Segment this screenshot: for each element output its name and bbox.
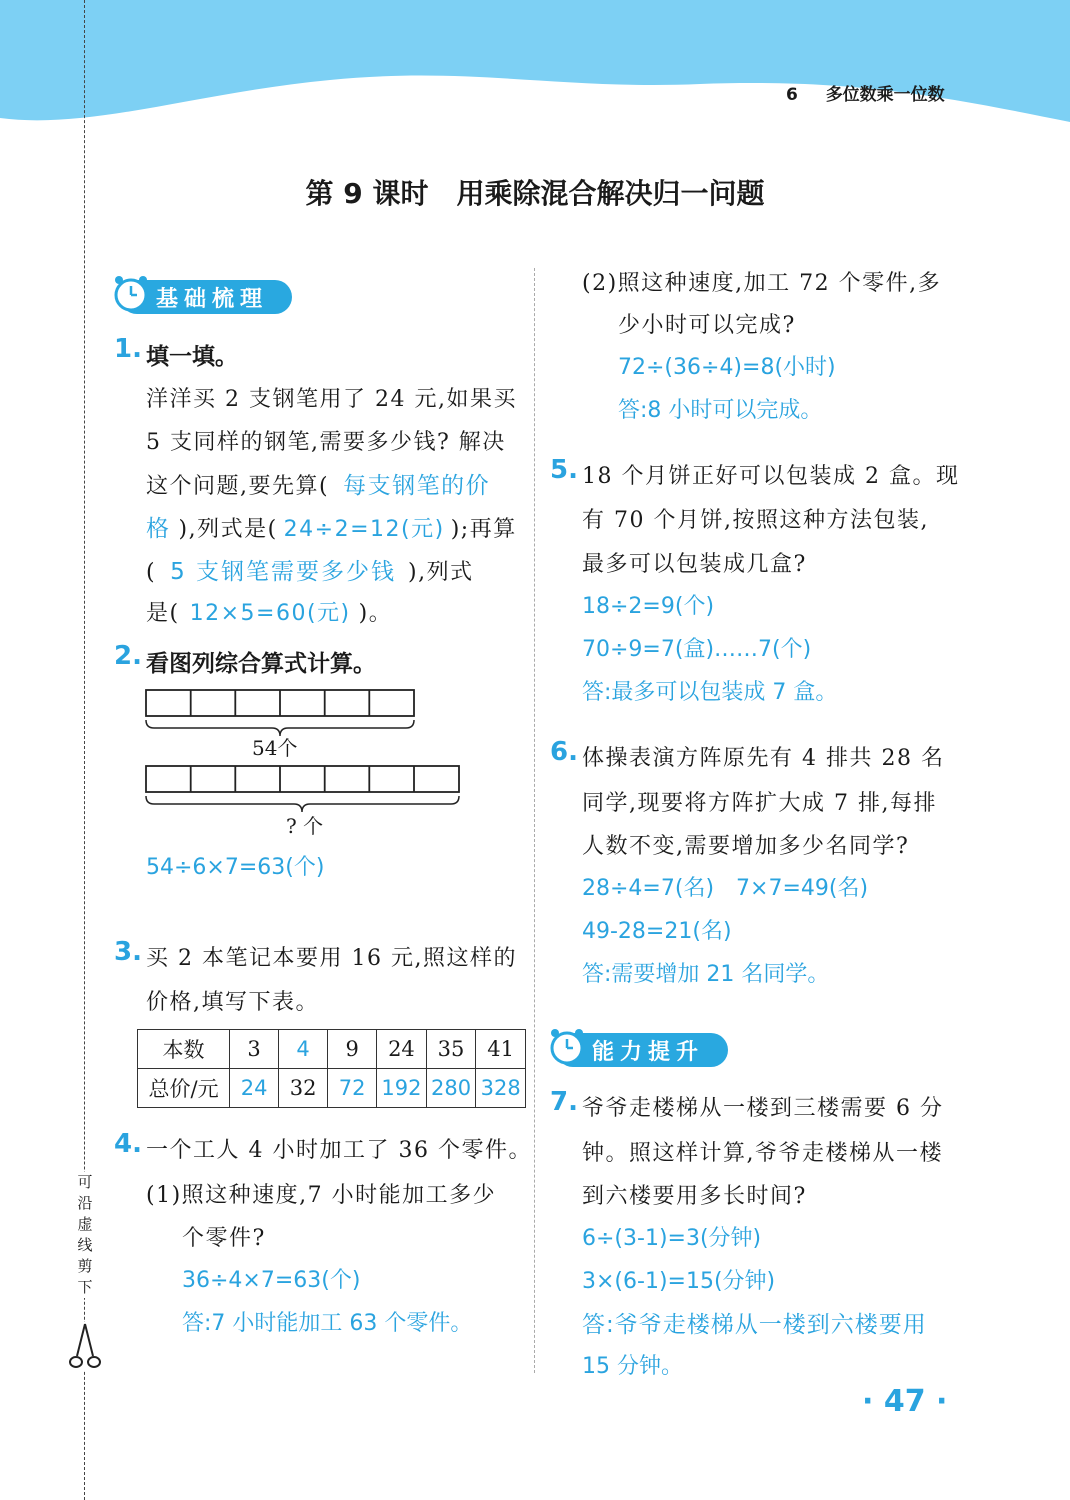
q1-line1: 洋洋买 2 支钢笔用了 24 元,如果买 [146, 387, 517, 412]
q1-title: 填一填。 [146, 344, 238, 370]
q1-text: );再算 [450, 517, 517, 542]
q1-text: ( [146, 560, 157, 585]
top-bar [146, 690, 414, 716]
q6-answer1: 28÷4=7(名) 7×7=49(名) [582, 876, 869, 901]
table-cell: 328 [476, 1069, 526, 1108]
q4-part1-line1: (1)照这种速度,7 小时能加工多少 [146, 1183, 497, 1208]
q2-label-bottom: ? 个 [286, 814, 324, 838]
q1-line6 [146, 596, 392, 627]
q7-line2: 钟。照这样计算,爷爷走楼梯从一楼 [582, 1141, 943, 1166]
q4-part1-line2: 个零件? [182, 1226, 266, 1251]
q1-number: 1. [114, 334, 142, 364]
q6-line1: 体操表演方阵原先有 4 排共 28 名 [582, 746, 945, 771]
q5-line1: 18 个月饼正好可以包装成 2 盒。现 [582, 464, 960, 489]
table-cell: 35 [426, 1030, 476, 1069]
q1-line5 [146, 553, 474, 586]
q2-label-top: 54个 [252, 736, 298, 760]
q4-part1-answer2: 答:7 小时能加工 63 个零件。 [182, 1311, 473, 1336]
q4-number: 4. [114, 1129, 142, 1159]
table-cell: 41 [476, 1030, 526, 1069]
chapter-header [786, 80, 945, 105]
cut-hint-char: 可 [77, 1173, 93, 1191]
q3-line1: 买 2 本笔记本要用 16 元,照这样的 [146, 946, 517, 971]
q4-part2-line2: 少小时可以完成? [618, 313, 796, 338]
q7-answer3: 答:爷爷走楼梯从一楼到六楼要用 [582, 1312, 927, 1338]
price-table [137, 1029, 526, 1108]
q6-answer2: 49-28=21(名) [582, 919, 732, 944]
table-cell: 24 [230, 1069, 279, 1108]
q5-number: 5. [550, 455, 578, 485]
q5-answer3: 答:最多可以包装成 7 盒。 [582, 680, 838, 705]
q2-number: 2. [114, 641, 142, 671]
q1-answer-4: 12×5=60(元) [189, 601, 351, 626]
q5-answer2: 70÷9=7(盒)……7(个) [582, 637, 812, 662]
q1-answer-1b: 格 [146, 516, 171, 542]
q6-number: 6. [550, 737, 578, 767]
table-cell: 280 [426, 1069, 476, 1108]
table-row [138, 1030, 526, 1069]
q4-part2-answer1: 72÷(36÷4)=8(小时) [618, 355, 836, 380]
table-header-cell: 本数 [138, 1030, 230, 1069]
q4-part1-answer1: 36÷4×7=63(个) [182, 1268, 361, 1293]
table-cell: 4 [279, 1030, 328, 1069]
table-cell: 3 [230, 1030, 279, 1069]
q6-line2: 同学,现要将方阵扩大成 7 排,每排 [582, 791, 937, 816]
cut-hint-char: 下 [77, 1278, 93, 1296]
q4-part2-answer2: 答:8 小时可以完成。 [618, 398, 823, 423]
page-number: · 47 · [862, 1384, 948, 1419]
scissors-icon [68, 1322, 102, 1370]
q1-text: 这个问题,要先算( [146, 474, 330, 499]
q7-line1: 爷爷走楼梯从一楼到三楼需要 6 分 [582, 1096, 944, 1121]
q3-line2: 价格,填写下表。 [146, 990, 319, 1015]
q5-line3: 最多可以包装成几盒? [582, 552, 807, 577]
q1-line4 [146, 510, 517, 543]
bottom-bar [146, 766, 459, 792]
q1-answer-3: 5 支钢笔需要多少钱 [170, 559, 397, 585]
q1-line2: 5 支同样的钢笔,需要多少钱? 解决 [146, 430, 506, 455]
q3-number: 3. [114, 937, 142, 967]
cut-hint [76, 1172, 94, 1298]
section-badge-basic [120, 280, 292, 314]
table-cell: 9 [328, 1030, 377, 1069]
q6-line3: 人数不变,需要增加多少名同学? [582, 834, 910, 859]
q7-answer4: 15 分钟。 [582, 1354, 683, 1379]
cut-hint-char: 线 [77, 1236, 93, 1254]
q4-part2-line1: (2)照这种速度,加工 72 个零件,多 [582, 271, 942, 296]
q5-line2: 有 70 个月饼,按照这种方法包装, [582, 508, 929, 533]
table-cell: 192 [377, 1069, 427, 1108]
q7-answer1: 6÷(3-1)=3(分钟) [582, 1226, 762, 1251]
q1-text: ),列式是( [178, 517, 278, 542]
q1-text: )。 [358, 601, 393, 626]
cut-hint-char: 沿 [77, 1194, 93, 1212]
chapter-number: 6 [786, 85, 798, 105]
section-title-advanced: 能力提升 [592, 1039, 705, 1065]
table-cell: 72 [328, 1069, 377, 1108]
clock-icon [110, 272, 152, 314]
q1-text: 是( [146, 601, 180, 626]
table-cell: 32 [279, 1069, 328, 1108]
q5-answer1: 18÷2=9(个) [582, 594, 715, 619]
chapter-title: 多位数乘一位数 [825, 85, 945, 105]
q7-number: 7. [550, 1087, 578, 1117]
q6-answer3: 答:需要增加 21 名同学。 [582, 962, 830, 987]
clock-icon [546, 1025, 588, 1067]
q1-text: ),列式 [408, 560, 474, 585]
q1-answer-2: 24÷2=12(元) [283, 517, 445, 542]
header-wave [0, 0, 1070, 135]
section-badge-advanced [556, 1033, 728, 1067]
q7-line3: 到六楼要用多长时间? [582, 1184, 807, 1209]
q2-title: 看图列综合算式计算。 [146, 651, 376, 677]
q4-line1: 一个工人 4 小时加工了 36 个零件。 [146, 1138, 532, 1163]
table-cell: 24 [377, 1030, 427, 1069]
table-row [138, 1069, 526, 1108]
cut-hint-char: 虚 [77, 1215, 93, 1233]
section-title-basic: 基础梳理 [156, 286, 269, 312]
lesson-title: 第 9 课时 用乘除混合解决归一问题 [305, 177, 765, 210]
q2-answer: 54÷6×7=63(个) [146, 855, 325, 880]
column-divider [534, 268, 535, 1373]
q7-answer2: 3×(6-1)=15(分钟) [582, 1269, 776, 1294]
q1-line3 [146, 467, 490, 500]
cut-hint-char: 剪 [77, 1257, 93, 1275]
q1-answer-1a: 每支钢笔的价 [343, 473, 491, 499]
table-header-cell: 总价/元 [138, 1069, 230, 1108]
